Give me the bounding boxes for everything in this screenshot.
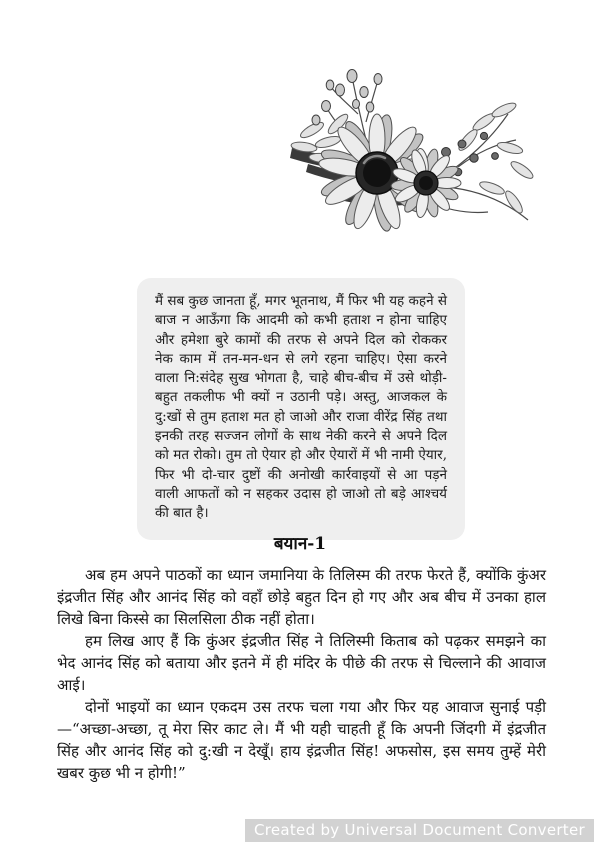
- paragraph-2: हम लिख आए हैं कि कुंअर इंद्रजीत सिंह ने तिलिस्मी किताब को पढ़कर समझने का भेद आनंद सिंह को बताया और इतने में ही मंदिर के पीछे की तरफ से चिल्लाने की आवाज आई।: [57, 632, 546, 694]
- paragraph-3: दोनों भाइयों का ध्यान एकदम उस तरफ चला गया और फिर यह आवाज सुनाई पड़ी—“अच्छा-अच्छा, तू मेरा सिर काट ले। मैं भी यही चाहती हूँ कि अपनी जिंदगी में इंद्रजीत सिंह और आनंद सिंह को दु:खी न देखूँ। हाय इंद्रजीत सिंह! अफसोस, इस समय तुम्हें मेरी खबर कुछ भी न होगी!”: [57, 698, 546, 782]
- flower-sketch-icon: [278, 52, 544, 232]
- quote-box: [137, 278, 465, 540]
- paragraph-1: अब हम अपने पाठकों का ध्यान जमानिया के तिलिस्म की तरफ फेरते हैं, क्योंकि कुंअर इंद्रजीत सिंह और आनंद सिंह को वहाँ छोड़े बहुत दिन हो गए और अब बीच में उनका हाल लिखे बिना किस्से का सिलसिला ठीक नहीं होता।: [57, 566, 546, 628]
- body-text: [57, 564, 546, 784]
- chapter-heading: बयान-1: [273, 534, 327, 554]
- floral-illustration: [278, 52, 544, 232]
- quote-text: मैं सब कुछ जानता हूँ, मगर भूतनाथ, मैं फिर भी यह कहने से बाज न आऊँगा कि आदमी को कभी हताश न होना चाहिए और हमेशा बुरे कामों की तरफ से अपने दिल को रोककर नेक काम में तन-मन-धन से लगे रहना चाहिए। ऐसा करने वाला नि:संदेह सुख भोगता है, चाहे बीच-बीच में उसे थोड़ी-बहुत तकलीफ भी क्यों न उठानी पड़े। अस्तु, आजकल के दु:खों से तुम हताश मत हो जाओ और राजा वीरेंद्र सिंह तथा इनकी तरह सज्जन लोगों के साथ नेकी करने से अपने दिल को मत रोको। तुम तो ऐयार हो और ऐयारों में भी नामी ऐयार, फिर भी दो-चार दुष्टों की अनोखी कार्रवाइयों से आ पड़ने वाली आफतों को न सहकर उदास हो जाओ तो बड़े आश्चर्य की बात है।: [155, 293, 447, 522]
- watermark-text: Created by Universal Document Converter: [253, 821, 585, 839]
- watermark-bar: [245, 819, 594, 842]
